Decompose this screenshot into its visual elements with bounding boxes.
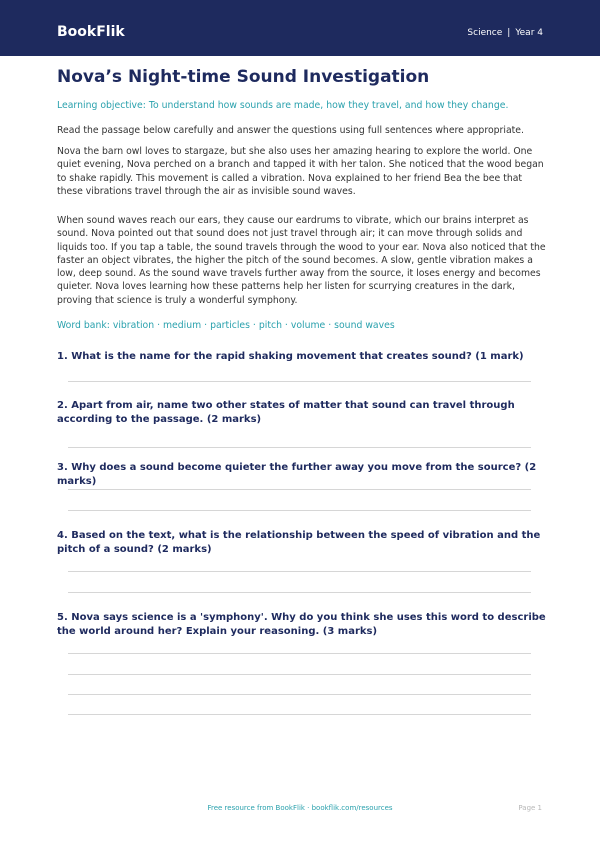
subject-year-label (467, 27, 543, 39)
answer-line[interactable] (68, 653, 531, 654)
question-2: 2. Apart from air, name two other states of matter that sound can travel through according to the passage. (2 marks) (57, 400, 515, 425)
learning-objective: Learning objective: To understand how sounds are made, how they travel, and how they change. (57, 100, 509, 111)
passage-paragraph: When sound waves reach our ears, they cause our eardrums to vibrate, which our brains interpret as sound. Nova pointed out that sound does not just travel through air; it can move through solids and liquids too. If you tap a table, the sound travels through the wood to your ear. Nova also noticed that the faster an object vibrates, the higher the pitch of the sound becomes. A slow, gentle vibration makes a low, deep sound. As the sound wave travels further away from the source, it loses energy and becomes quieter. Nova loves learning how these patterns help her listen for scurrying creatures in the dark, proving that science is truly a wonderful symphony. (57, 215, 546, 306)
answer-line[interactable] (68, 447, 531, 448)
question-1: 1. What is the name for the rapid shaking movement that creates sound? (1 mark) (57, 351, 524, 362)
footer-resource-link[interactable]: Free resource from BookFlik · bookflik.com/resources (207, 804, 393, 812)
answer-line[interactable] (68, 571, 531, 572)
answer-line[interactable] (68, 592, 531, 593)
brand-logo-text[interactable]: BookFlik (57, 24, 125, 40)
subject-label: Science (467, 28, 503, 38)
site-header (0, 0, 600, 56)
page-number: Page 1 (518, 804, 542, 812)
answer-line[interactable] (68, 714, 531, 715)
word-bank: Word bank: vibration · medium · particles · pitch · volume · sound waves (57, 320, 395, 331)
answer-line[interactable] (68, 489, 531, 490)
answer-line[interactable] (68, 381, 531, 382)
question-3: 3. Why does a sound become quieter the further away you move from the source? (2 marks) (57, 462, 537, 487)
answer-line[interactable] (68, 510, 531, 511)
answer-line[interactable] (68, 674, 531, 675)
page-title: Nova’s Night-time Sound Investigation (57, 67, 430, 87)
year-label: Year 4 (515, 28, 543, 38)
question-5: 5. Nova says science is a 'symphony'. Why do you think she uses this word to describe the world around her? Explain your reasoning. (3 marks) (57, 612, 546, 637)
answer-line[interactable] (68, 694, 531, 695)
breadcrumb-separator: | (507, 28, 511, 38)
passage-paragraph: Nova the barn owl loves to stargaze, but she also uses her amazing hearing to explore the world. One quiet evening, Nova perched on a branch and tapped it with her talon. She noticed that the wood began to shake rapidly. This movement is called a vibration. Nova explained to her friend Bea the bee that these vibrations travel through the air as invisible sound waves. (57, 146, 544, 197)
question-4: 4. Based on the text, what is the relationship between the speed of vibration and the pitch of a sound? (2 marks) (57, 530, 541, 555)
instructions-text: Read the passage below carefully and answer the questions using full sentences where appropriate. (57, 125, 524, 136)
